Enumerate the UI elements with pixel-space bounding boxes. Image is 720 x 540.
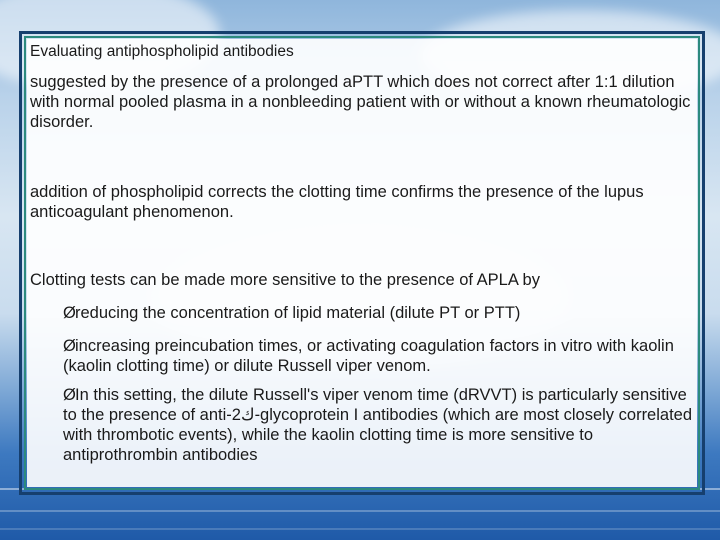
- paragraph-1: suggested by the presence of a prolonged aPTT which does not correct after 1:1 dilution with normal pooled plasma in a nonbleeding patient with or without a known rheumatologic disorder.: [30, 73, 691, 131]
- paragraph-2: addition of phospholipid corrects the clotting time confirms the presence of the lupus anticoagulant phenomenon.: [30, 183, 644, 221]
- bullet-item: [63, 303, 693, 323]
- paragraph-3: Clotting tests can be made more sensitive to the presence of APLA by: [30, 271, 540, 289]
- wave-line: [0, 510, 720, 512]
- bullet-text: In this setting, the dilute Russell's viper venom time (dRVVT) is particularly sensitive to the presence of anti-2ك-glycoprotein I antibodies (which are most closely correlated with thrombotic events), while the kaolin clotting time is more sensitive to antiprothrombin antibodies: [63, 386, 693, 464]
- bullet-item: [63, 385, 693, 465]
- bullet-text: increasing preincubation times, or activating coagulation factors in vitro with kaolin (kaolin clotting time) or dilute Russell viper venom.: [63, 337, 674, 375]
- bullet-text: reducing the concentration of lipid material (dilute PT or PTT): [75, 304, 521, 322]
- bullet-item: [63, 336, 693, 376]
- wave-line: [0, 528, 720, 530]
- slide-title: Evaluating antiphospholipid antibodies: [30, 43, 294, 60]
- arrow-bullet-icon: Ø: [63, 337, 76, 355]
- arrow-bullet-icon: Ø: [63, 386, 76, 404]
- arrow-bullet-icon: Ø: [63, 304, 76, 322]
